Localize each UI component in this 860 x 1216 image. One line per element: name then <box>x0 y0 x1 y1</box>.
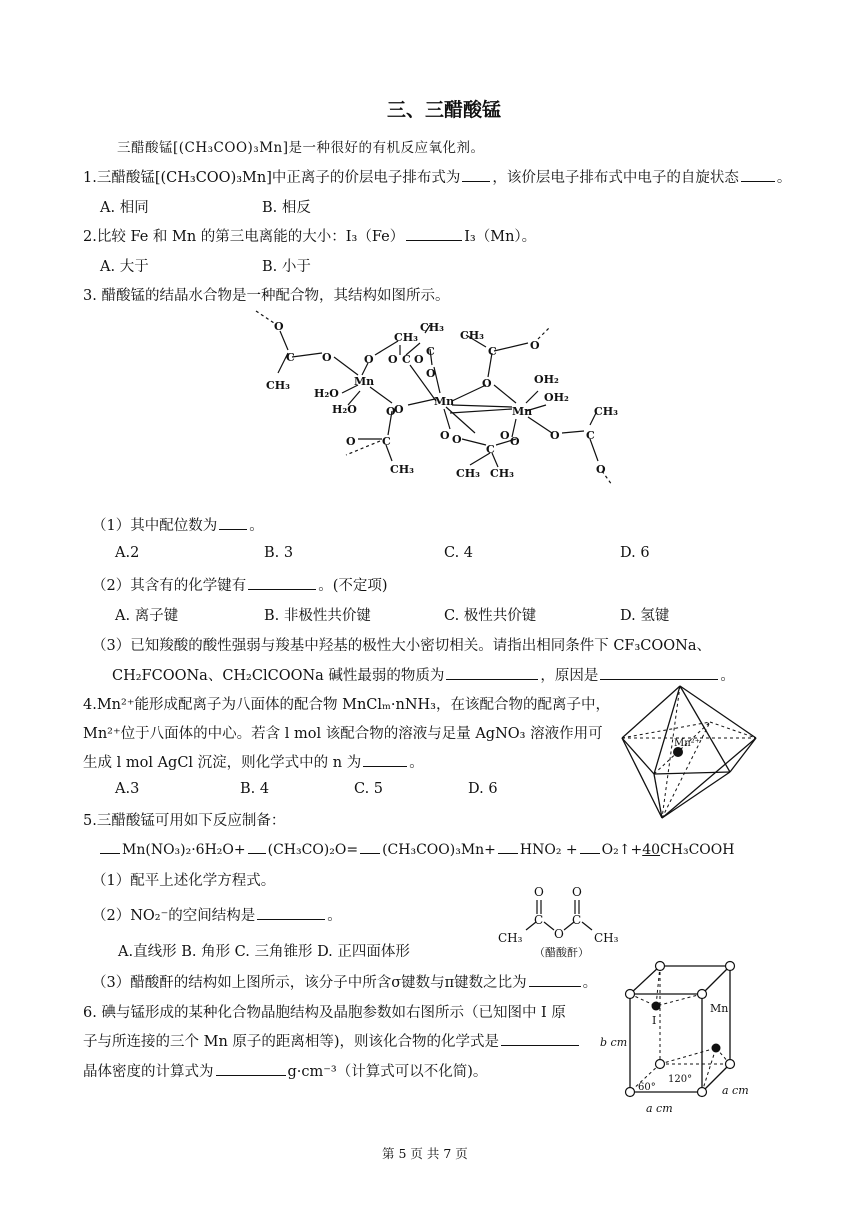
mn-atom-right: Mn <box>512 405 533 418</box>
q1-text: 1.三醋酸锰[(CH₃COO)₃Mn]中正离子的价层电子排布式为 <box>83 170 461 186</box>
q3-sub3-text: CH₂FCOONa、CH₂ClCOONa 碱性最弱的物质为 <box>112 668 445 684</box>
mn-atom-center: Mn <box>434 395 455 408</box>
cell-angle-120: 120° <box>668 1074 693 1085</box>
ch3-group: CH₃ <box>266 379 290 392</box>
o-atom: O <box>346 435 356 448</box>
q4-option-b: B. 4 <box>240 781 270 797</box>
q3-sub1-blank[interactable] <box>219 515 247 530</box>
q3-sub1-option-b: B. 3 <box>264 545 294 561</box>
unit-cell-diagram <box>598 960 758 1120</box>
o-atom: O <box>596 463 606 476</box>
q4-option-d: D. 6 <box>468 781 498 797</box>
o-atom: O <box>530 339 540 352</box>
q5-sub2-blank[interactable] <box>257 905 325 920</box>
q5-sub2-text-b: 。 <box>327 908 342 924</box>
anhydride-caption: （醋酸酐） <box>534 946 589 959</box>
eq-coef-blank-4[interactable] <box>498 839 518 854</box>
question-4-line3 <box>83 751 424 772</box>
oh2-ligand: OH₂ <box>544 391 569 404</box>
eq-term-6: CH₃COOH <box>660 842 735 858</box>
question-6-line3 <box>83 1060 487 1081</box>
c-atom: C <box>534 913 544 927</box>
eq-term-1: Mn(NO₃)₂·6H₂O+ <box>122 842 246 858</box>
mn-atom-left: Mn <box>354 375 375 388</box>
o-atom: O <box>510 435 520 448</box>
page-title: 三、三醋酸锰 <box>387 99 502 121</box>
q3-sub3-blank-1[interactable] <box>446 665 538 680</box>
q3-sub1-option-a: A.2 <box>115 545 140 561</box>
cell-i-label: I <box>652 1014 657 1027</box>
q3-sub1-text: （1）其中配位数为 <box>92 518 218 534</box>
cell-mn-label: Mn <box>710 1002 729 1015</box>
q4-option-c: C. 5 <box>354 781 384 797</box>
q6-text-c: g·cm⁻³（计算式可以不化简)。 <box>287 1064 488 1080</box>
o-atom: O <box>554 927 564 941</box>
q5-sub3-text-b: 。 <box>582 975 598 991</box>
q2-text: 2.比较 Fe 和 Mn 的第三电离能的大小：I₃（Fe） <box>83 229 405 245</box>
c-atom: C <box>572 913 582 927</box>
q4-text: 生成 l mol AgCl 沉淀，则化学式中的 n 为 <box>83 755 362 771</box>
question-5-equation <box>98 839 734 858</box>
ch3-group: CH₃ <box>594 931 619 945</box>
eq-term-4: HNO₂ + <box>519 842 578 858</box>
o-atom: O <box>322 351 332 364</box>
eq-coef-blank-3[interactable] <box>360 839 380 854</box>
eq-coef-blank-5[interactable] <box>580 839 600 854</box>
q1-blank-2[interactable] <box>741 167 775 182</box>
c-atom: C <box>486 443 495 456</box>
cell-angle-60: 60° <box>638 1082 656 1093</box>
o-atom: O <box>394 403 404 416</box>
ch3-group: CH₃ <box>456 467 480 480</box>
q1-blank-1[interactable] <box>462 167 490 182</box>
eq-term-5: O₂↑+ <box>601 842 643 858</box>
q3-sub2-option-d: D. 氢键 <box>620 608 670 624</box>
o-atom: O <box>550 429 560 442</box>
q2-option-b: B. 小于 <box>262 259 311 275</box>
q5-sub2-options: A.直线形 B. 角形 C. 三角锥形 D. 正四面体形 <box>118 944 410 960</box>
c-atom: C <box>382 435 391 448</box>
o-atom: O <box>440 429 450 442</box>
q3-sub1-text-b: 。 <box>249 518 264 534</box>
question-3-stem: 3. 醋酸锰的结晶水合物是一种配合物，其结构如图所示。 <box>83 288 450 304</box>
o-atom: O <box>534 885 544 899</box>
oh2-ligand: OH₂ <box>534 373 559 386</box>
question-1 <box>83 166 791 187</box>
cell-a-label-bottom: a cm <box>646 1102 673 1115</box>
question-3-sub2 <box>92 574 388 595</box>
c-atom: C <box>586 429 595 442</box>
h2o-ligand: H₂O <box>314 387 339 400</box>
question-4-line2: Mn²⁺位于八面体的中心。若含 l mol 该配合物的溶液与足量 AgNO₃ 溶液作用可 <box>83 726 603 742</box>
question-5-stem: 5.三醋酸锰可用如下反应制备： <box>83 813 286 829</box>
q3-sub1-option-c: C. 4 <box>444 545 474 561</box>
octahedron-mn-label: Mn²⁺ <box>674 738 700 749</box>
eq-term-2: (CH₃CO)₂O= <box>267 842 359 858</box>
q2-option-a: A. 大于 <box>100 259 149 275</box>
o-atom: O <box>500 429 510 442</box>
eq-coef-blank-2[interactable] <box>248 839 266 854</box>
ch3-group: CH₃ <box>420 321 444 334</box>
i-atom-dot <box>712 1044 721 1053</box>
question-5-sub1: （1）配平上述化学方程式。 <box>92 873 276 889</box>
q1-option-a: A. 相同 <box>100 200 149 216</box>
o-atom: O <box>414 353 424 366</box>
q1-option-b: B. 相反 <box>262 200 311 216</box>
q1-text-c: 。 <box>776 170 792 186</box>
q3-sub3-blank-2[interactable] <box>600 665 718 680</box>
q3-sub2-text-b: 。(不定项) <box>318 578 388 594</box>
o-atom: O <box>482 377 492 390</box>
cell-a-label-right: a cm <box>722 1084 749 1097</box>
acetic-anhydride-structure <box>494 880 634 960</box>
page-footer: 第 5 页 共 7 页 <box>382 1146 468 1161</box>
question-2 <box>83 225 536 246</box>
question-4-line1: 4.Mn²⁺能形成配离子为八面体的配合物 MnClₘ·nNH₃，在该配合物的配离子中， <box>83 697 610 713</box>
o-atom: O <box>452 433 462 446</box>
q3-sub3-text-b: ，原因是 <box>540 668 599 684</box>
question-5-sub2 <box>92 904 342 925</box>
ch3-group: CH₃ <box>594 405 618 418</box>
ch3-group: CH₃ <box>490 467 514 480</box>
ch3-group: CH₃ <box>390 463 414 476</box>
q4-option-a: A.3 <box>115 781 140 797</box>
octahedron-diagram <box>600 682 770 822</box>
ch3-group: CH₃ <box>394 331 418 344</box>
eq-coef-blank-1[interactable] <box>100 839 120 854</box>
q3-sub2-option-a: A. 离子键 <box>115 608 179 624</box>
q2-text-b: I₃（Mn）。 <box>464 229 537 245</box>
intro-text: 三醋酸锰[(CH₃COO)₃Mn]是一种很好的有机反应氧化剂。 <box>117 140 485 156</box>
h2o-ligand: H₂O <box>332 403 357 416</box>
q2-blank[interactable] <box>406 226 462 241</box>
c-atom: C <box>426 345 435 358</box>
eq-term-3: (CH₃COO)₃Mn+ <box>382 842 496 858</box>
eq-coef-given: 40 <box>642 842 661 858</box>
q5-sub3-text: （3）醋酸酐的结构如上图所示，该分子中所含σ键数与π键数之比为 <box>92 975 527 991</box>
q3-sub2-option-b: B. 非极性共价键 <box>264 608 371 624</box>
question-6-line2 <box>83 1030 581 1051</box>
manganese-acetate-structure-diagram <box>250 305 620 495</box>
q5-sub3-blank[interactable] <box>529 972 581 987</box>
cell-b-label: b cm <box>600 1036 628 1049</box>
o-atom: O <box>364 353 374 366</box>
q5-sub2-text: （2）NO₂⁻的空间结构是 <box>92 908 256 924</box>
q3-sub2-text: （2）其含有的化学键有 <box>92 578 247 594</box>
i-atom-dot <box>652 1002 661 1011</box>
q6-text-b: 晶体密度的计算式为 <box>83 1064 214 1080</box>
o-atom: O <box>388 353 398 366</box>
q6-blank-2[interactable] <box>216 1061 286 1076</box>
question-3-sub1 <box>92 514 264 535</box>
c-atom: C <box>286 351 295 364</box>
c-atom: C <box>402 353 411 366</box>
o-atom: O <box>572 885 582 899</box>
q6-text: 子与所连接的三个 Mn 原子的距离相等)，则该化合物的化学式是 <box>83 1034 500 1050</box>
c-atom: C <box>488 345 497 358</box>
q4-blank[interactable] <box>363 752 407 767</box>
q3-sub1-option-d: D. 6 <box>620 545 650 561</box>
q3-sub2-blank[interactable] <box>248 575 316 590</box>
ch3-group: CH₃ <box>460 329 484 342</box>
ch3-group: CH₃ <box>498 931 523 945</box>
question-3-sub3-line1: （3）已知羧酸的酸性强弱与羧基中羟基的极性大小密切相关。请指出相同条件下 CF₃COONa、 <box>92 638 712 654</box>
o-atom: O <box>274 320 284 333</box>
q3-sub2-option-c: C. 极性共价键 <box>444 608 537 624</box>
q1-text-b: ，该价层电子排布式中电子的自旋状态 <box>492 170 739 186</box>
question-5-sub3 <box>92 971 597 992</box>
q6-blank-1[interactable] <box>501 1031 579 1046</box>
o-atom: O <box>386 405 396 418</box>
question-6-line1: 6. 碘与锰形成的某种化合物晶胞结构及晶胞参数如右图所示（已知图中 I 原 <box>83 1005 566 1021</box>
q4-text-b: 。 <box>409 755 424 771</box>
o-atom: O <box>426 367 436 380</box>
q3-sub3-text-c: 。 <box>720 668 735 684</box>
